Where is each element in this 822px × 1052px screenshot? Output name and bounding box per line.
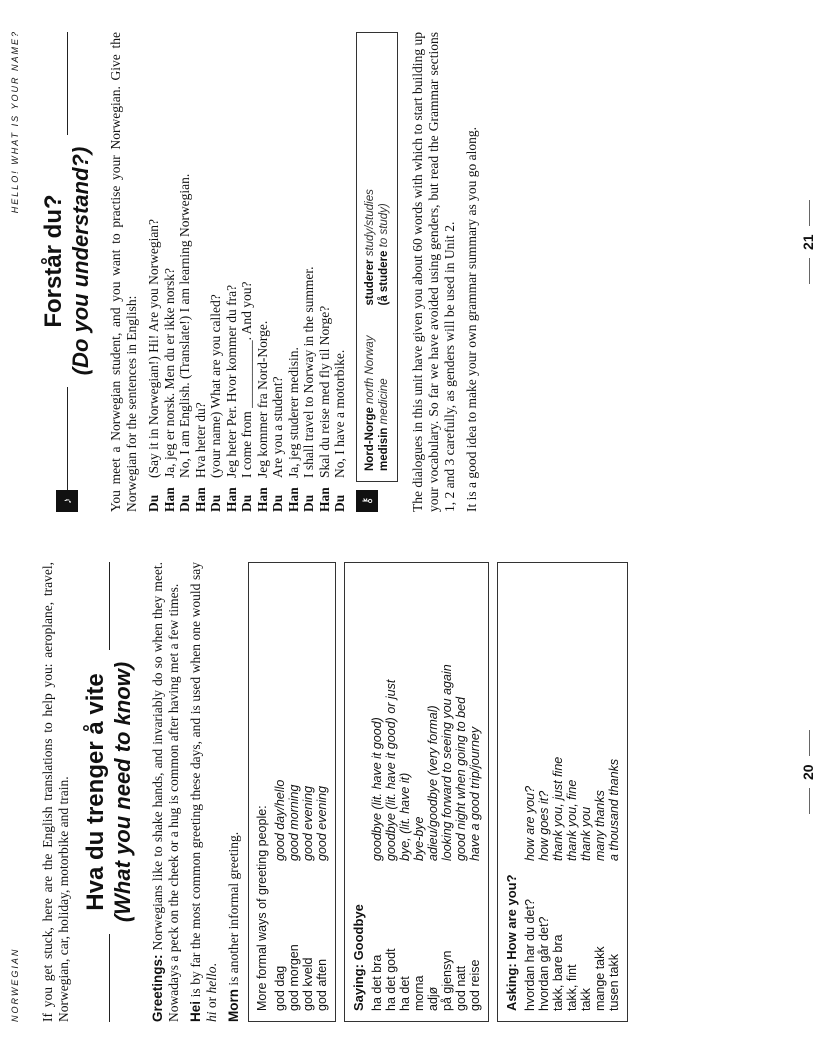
vocab-item: studerer study/studies <box>363 189 376 306</box>
dialogue <box>146 32 348 512</box>
list-item: adjø adieu/goodbye (very formal) <box>426 705 440 1011</box>
list-item: god aften good evening <box>315 785 329 1011</box>
title-norwegian: Hva du trenger å vite <box>82 673 109 911</box>
list-item: god dag good day/hello <box>273 779 287 1011</box>
dialogue-line: Du Are you a student? <box>270 376 285 512</box>
vocabulary-box <box>356 32 398 482</box>
intro-paragraph: If you get stuck, here are the English translations to help you: aeroplane, travel, Norwegian, car, holiday, motorbike and train. <box>40 562 71 1022</box>
exercise-intro: You meet a Norwegian student, and you want to practise your Norwegian. Give the Norwegian for the sentences in English: <box>108 32 139 512</box>
list-item: morna bye-bye <box>412 816 426 1011</box>
list-item: takk thank you <box>579 806 593 1011</box>
list-item: hvordan går det? how goes it? <box>537 790 551 1011</box>
dialogue-line: Du I come from __________. And you? <box>239 281 254 512</box>
how-are-you-heading: Asking: How are you? <box>504 874 519 1011</box>
title-rule-left <box>67 387 68 490</box>
how-are-you-box <box>497 562 628 1022</box>
list-item: takk, bare bra thank you, just fine <box>551 756 565 1011</box>
list-item: tusen takk a thousand thanks <box>607 758 621 1011</box>
goodbye-box <box>344 562 489 1022</box>
title-english: (What you need to know) <box>110 661 135 923</box>
dialogue-line: Du (your name) What are you called? <box>208 294 223 512</box>
list-item: ha det godt goodbye (lit. have it good) or just <box>384 679 398 1011</box>
section-title-need-to-know <box>82 562 136 1022</box>
list-item: mange takk many thanks <box>593 790 607 1011</box>
morn-paragraph: Morn is another informal greeting. <box>226 831 241 1022</box>
page-number-left: 20 <box>800 722 816 822</box>
left-page <box>0 532 822 1052</box>
list-item: god natt good night when going to bed <box>454 696 468 1011</box>
section-title-understand <box>40 32 94 512</box>
running-header-right: HELLO! WHAT IS YOUR NAME? <box>10 30 20 214</box>
vocab-item: Nord-Norge north Norway <box>363 335 376 471</box>
dialogue-line: Du No, I am English. (Translate!) I am learning Norwegian. <box>177 173 192 512</box>
audio-icon: ♪ <box>56 490 78 512</box>
hei-paragraph: Hei is by far the most common greeting these days, and is used when one would say hi or hello. <box>188 562 219 1022</box>
list-item: god reise have a good trip/journey <box>468 726 482 1011</box>
list-item: god kveld good evening <box>301 785 315 1011</box>
list-item: på gjensyn looking forward to seeing you again <box>440 664 454 1011</box>
dialogue-line: Han Ja, jeg er norsk. Men du er ikke norsk? <box>161 268 177 512</box>
running-header-left: NORWEGIAN <box>10 947 20 1022</box>
title-english: (Do you understand?) <box>68 146 93 376</box>
vocab-item: medisin medicine <box>377 378 390 471</box>
dialogue-line: Du I shall travel to Norway in the summer. <box>301 266 316 512</box>
dialogue-line: Han Jeg kommer fra Nord-Norge. <box>254 320 270 512</box>
formal-greetings-box <box>248 562 336 1022</box>
title-norwegian: Forstår du? <box>40 194 67 328</box>
list-item: god morgen good morning <box>287 784 301 1011</box>
title-rule-left <box>109 934 110 1022</box>
grammar-paragraph: The dialogues in this unit have given you about 60 words with which to start building up your vocabulary. So far we have avoided using genders, but read the Grammar sections 1, 2 and 3 carefully, as genders will be used in Unit 2. <box>409 32 457 512</box>
list-item: takk, fint thank you, fine <box>565 779 579 1011</box>
title-rule-right <box>67 32 68 135</box>
dialogue-line: Han Jeg heter Per. Hvor kommer du fra? <box>223 284 239 512</box>
dialogue-line: Han Hva heter du? <box>192 402 208 512</box>
formal-greetings-intro: More formal ways of greeting people: <box>255 805 269 1011</box>
dialogue-line: Du No, I have a motorbike. <box>332 349 347 512</box>
list-item: hvordan har du det? how are you? <box>523 785 537 1011</box>
list-item: ha det bye, (lit. have it) <box>398 772 412 1011</box>
title-rule-right <box>109 562 110 650</box>
greetings-paragraph: Greetings: Norwegians like to shake hands, and invariably do so when they meet. Nowadays a peck on the cheek or a hug is common after having met a few times. <box>150 562 181 1022</box>
page-number-right: 21 <box>800 192 816 292</box>
summary-paragraph: It is a good idea to make your own grammar summary as you go along. <box>463 126 479 512</box>
list-item: ha det bra goodbye (lit. have it good) <box>370 717 384 1011</box>
dialogue-line: Han Ja, jeg studerer medisin. <box>285 347 301 512</box>
dialogue-line: Han Skal du reise med fly til Norge? <box>316 305 332 512</box>
key-icon: ⚷ <box>356 490 378 512</box>
dialogue-line: Du (Say it in Norwegian!) Hi! Are you Norwegian? <box>146 218 161 512</box>
goodbye-heading: Saying: Goodbye <box>351 904 366 1011</box>
vocab-item: (å studere to study) <box>377 203 390 306</box>
